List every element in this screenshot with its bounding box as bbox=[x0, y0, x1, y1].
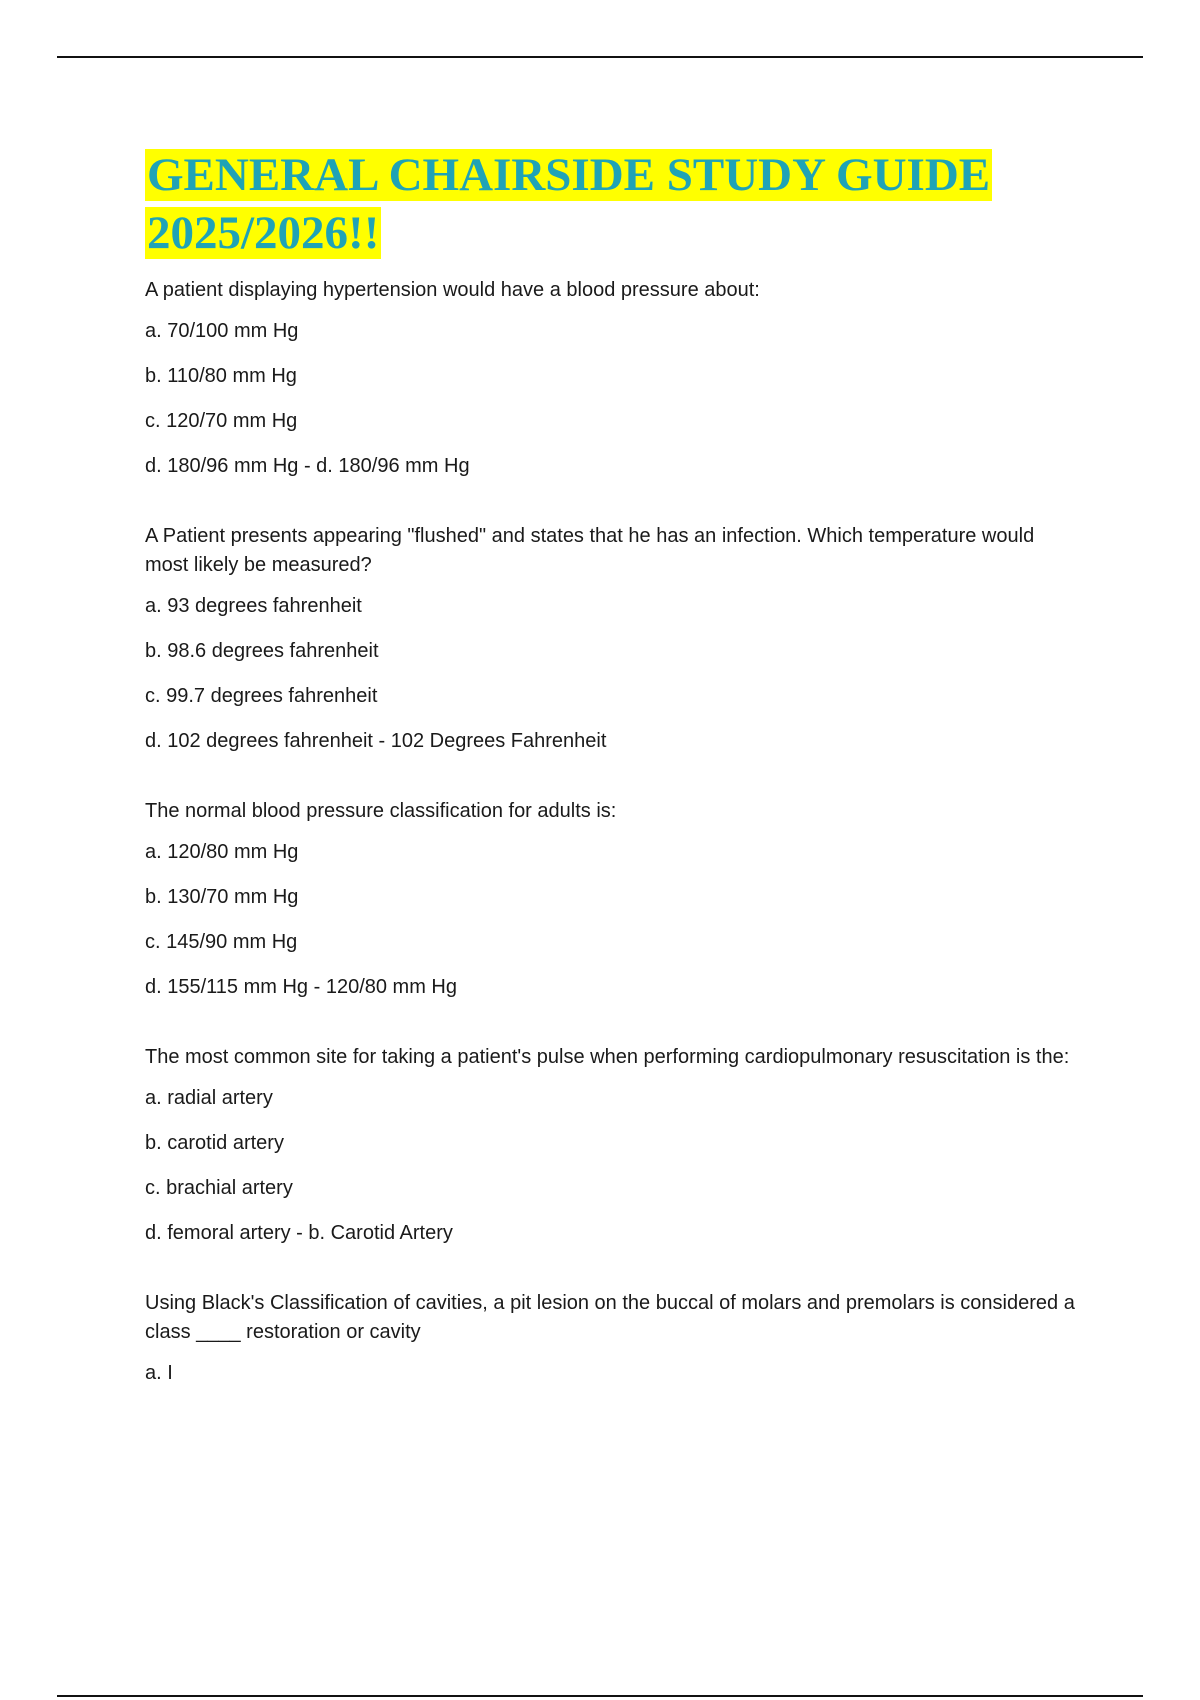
question-2 bbox=[145, 522, 1075, 753]
answer-option: d. 155/115 mm Hg - 120/80 mm Hg bbox=[145, 976, 457, 998]
question-5 bbox=[145, 1289, 1075, 1385]
answer-option: d. femoral artery - b. Carotid Artery bbox=[145, 1222, 453, 1244]
question-text: The most common site for taking a patient's pulse when performing cardiopulmonary resuscitation is the: bbox=[145, 1046, 1070, 1068]
answer-option: a. 93 degrees fahrenheit bbox=[145, 595, 362, 617]
answer-option: d. 180/96 mm Hg - d. 180/96 mm Hg bbox=[145, 455, 470, 477]
answer-option: c. brachial artery bbox=[145, 1177, 293, 1199]
bottom-rule bbox=[57, 1695, 1143, 1697]
title-line-2: 2025/2026!! bbox=[147, 207, 380, 259]
answer-option: c. 99.7 degrees fahrenheit bbox=[145, 685, 378, 707]
answer-option: a. 70/100 mm Hg bbox=[145, 320, 299, 342]
answer-option: b. carotid artery bbox=[145, 1132, 284, 1154]
answer-option: c. 145/90 mm Hg bbox=[145, 931, 298, 953]
answer-option: a. I bbox=[145, 1362, 173, 1384]
question-text: The normal blood pressure classification for adults is: bbox=[145, 800, 617, 822]
document-title bbox=[145, 146, 1075, 262]
answer-option: b. 130/70 mm Hg bbox=[145, 886, 299, 908]
answer-option: a. radial artery bbox=[145, 1087, 273, 1109]
answer-option: b. 98.6 degrees fahrenheit bbox=[145, 640, 379, 662]
question-text: Using Black's Classification of cavities, a pit lesion on the buccal of molars and premolars is considered a class ____ restoration or cavity bbox=[145, 1292, 1075, 1343]
question-text: A Patient presents appearing "flushed" and states that he has an infection. Which temperature would most likely be measured? bbox=[145, 525, 1035, 576]
question-text: A patient displaying hypertension would have a blood pressure about: bbox=[145, 279, 760, 301]
answer-option: a. 120/80 mm Hg bbox=[145, 841, 299, 863]
answer-option: d. 102 degrees fahrenheit - 102 Degrees Fahrenheit bbox=[145, 730, 607, 752]
title-line-1: GENERAL CHAIRSIDE STUDY GUIDE bbox=[147, 149, 991, 201]
question-4 bbox=[145, 1043, 1075, 1245]
document-body bbox=[145, 146, 1075, 1429]
top-rule bbox=[57, 56, 1143, 58]
answer-option: b. 110/80 mm Hg bbox=[145, 365, 297, 387]
answer-option: c. 120/70 mm Hg bbox=[145, 410, 298, 432]
question-3 bbox=[145, 797, 1075, 999]
question-1 bbox=[145, 276, 1075, 478]
